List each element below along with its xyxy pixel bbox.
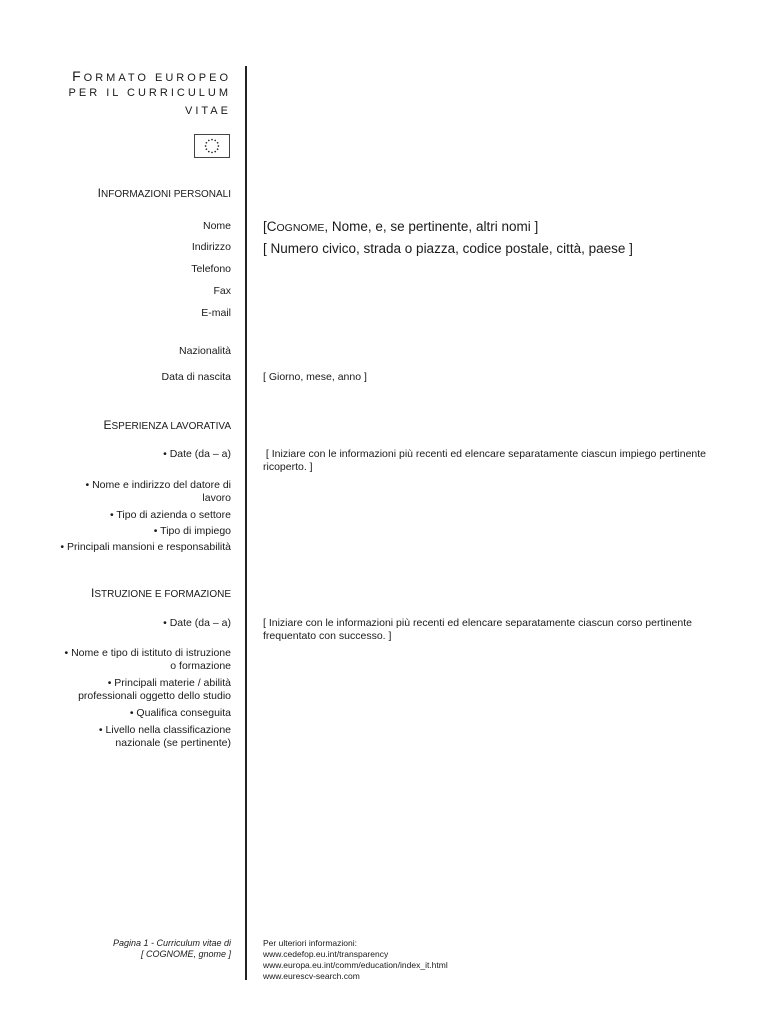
value-indirizzo: [ Numero civico, strada o piazza, codice postale, città, paese ]: [263, 241, 633, 256]
footer-page-info-line-2: [ COGNOME, gnome ]: [140, 949, 231, 959]
label-work-datore: [86, 479, 232, 505]
footer-link[interactable]: www.cedefop.eu.int/transparency: [263, 949, 389, 959]
document-title-line-1: FORMATO EUROPEO: [72, 68, 231, 84]
value-edu-date-line-2: frequentato con successo. ]: [263, 630, 392, 642]
label-edu-istituto-line-1: • Nome e tipo di istituto di istruzione: [64, 647, 231, 659]
label-fax: Fax: [213, 285, 231, 297]
label-work-mansioni: • Principali mansioni e responsabilità: [60, 541, 231, 553]
label-edu-istituto: [64, 647, 231, 673]
label-edu-materie: [78, 677, 231, 703]
footer-links: [263, 938, 448, 982]
label-work-azienda: • Tipo di azienda o settore: [109, 509, 231, 521]
value-nome: [COGNOME, Nome, e, se pertinente, altri nomi ]: [263, 219, 539, 234]
section-heading-work: ESPERIENZA LAVORATIVA: [103, 418, 231, 432]
label-edu-livello-line-1: • Livello nella classificazione: [98, 724, 231, 736]
label-work-datore-line-2: lavoro: [202, 492, 231, 504]
label-telefono: Telefono: [191, 263, 231, 275]
value-data-nascita: [ Giorno, mese, anno ]: [263, 371, 367, 383]
label-work-date: • Date (da – a): [163, 448, 231, 460]
label-edu-istituto-line-2: o formazione: [170, 660, 231, 672]
label-edu-date: • Date (da – a): [163, 617, 231, 629]
document-title-line-3: VITAE: [185, 105, 231, 117]
footer-link[interactable]: www.europa.eu.int/comm/education/index_it.html: [263, 960, 448, 970]
document-title-line-2: PER IL CURRICULUM: [68, 87, 231, 99]
section-heading-personal: INFORMAZIONI PERSONALI: [97, 186, 231, 200]
value-edu-date: [263, 617, 723, 643]
column-divider: [245, 66, 247, 980]
footer-links-intro: Per ulteriori informazioni:: [263, 938, 358, 948]
value-work-date-line-2: ricoperto. ]: [263, 461, 313, 473]
label-nazionalita: Nazionalità: [179, 345, 231, 357]
label-edu-materie-line-1: • Principali materie / abilità: [107, 677, 231, 689]
label-nome: Nome: [202, 220, 231, 232]
label-edu-materie-line-2: professionali oggetto dello studio: [78, 690, 231, 702]
label-edu-livello: [99, 724, 231, 750]
footer-link[interactable]: www.eurescv-search.com: [263, 971, 360, 981]
footer-page-info-line-1: Pagina 1 - Curriculum vitae di: [112, 938, 231, 948]
value-edu-date-line-1: [ Iniziare con le informazioni più recenti ed elencare separatamente ciascun corso pertinente: [263, 617, 692, 629]
footer-page-info: [113, 938, 231, 960]
value-work-date: [263, 448, 723, 474]
section-heading-education: ISTRUZIONE E FORMAZIONE: [90, 586, 231, 600]
label-work-datore-line-1: • Nome e indirizzo del datore di: [85, 479, 231, 491]
label-edu-livello-line-2: nazionale (se pertinente): [115, 737, 231, 749]
label-work-impiego: • Tipo di impiego: [153, 525, 231, 537]
label-indirizzo: Indirizzo: [191, 241, 231, 253]
label-email: E-mail: [201, 307, 231, 319]
eu-flag-icon: [194, 134, 230, 158]
label-edu-qualifica: • Qualifica conseguita: [129, 707, 231, 719]
value-work-date-line-1: [ Iniziare con le informazioni più recenti ed elencare separatamente ciascun impiego pertinente: [263, 448, 706, 460]
label-data-nascita: Data di nascita: [161, 371, 231, 383]
